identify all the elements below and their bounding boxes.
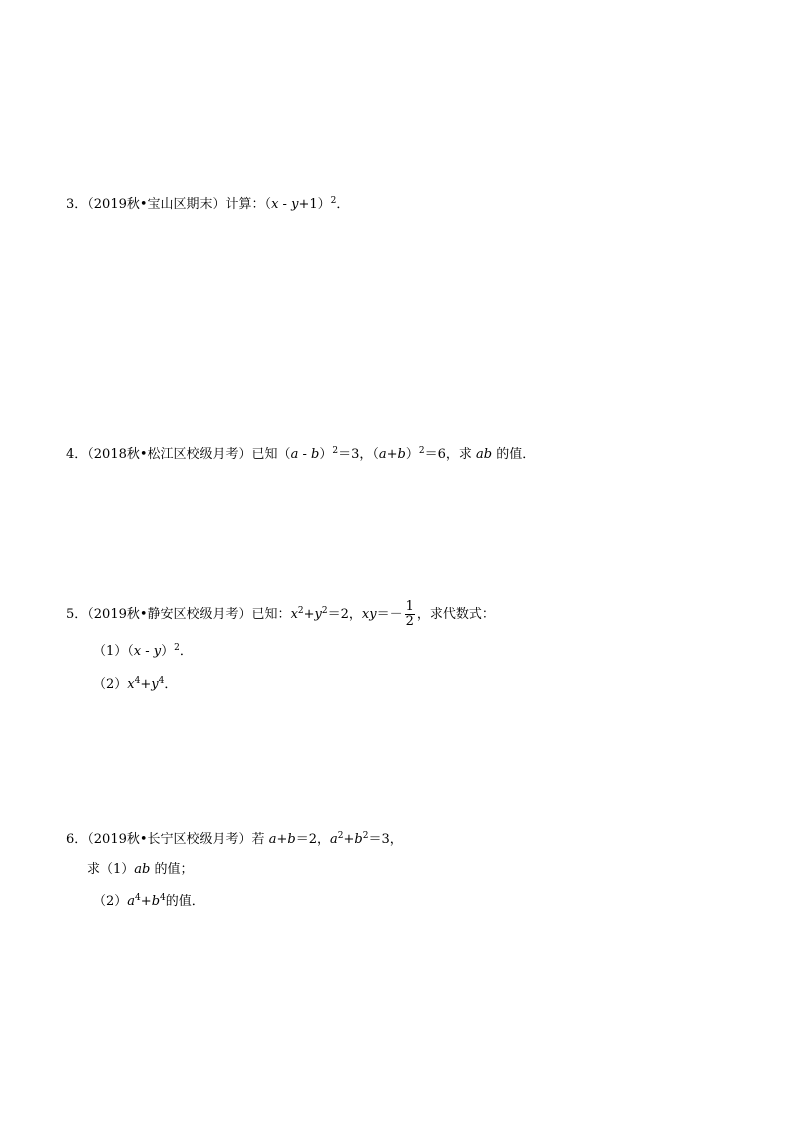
- math-var: x: [127, 677, 135, 692]
- math-text: ＝6，求: [424, 447, 477, 462]
- math-var: y: [153, 644, 162, 659]
- math-var: y: [291, 197, 299, 212]
- math-var: a: [290, 447, 299, 462]
- math-var: b: [311, 447, 320, 462]
- problem-number: 3．: [66, 197, 88, 212]
- problem-text: 已知：: [251, 607, 291, 622]
- math-op: -: [278, 197, 292, 212]
- problem-5: [66, 600, 495, 629]
- problem-source: （2019秋•宝山区期末）: [87, 197, 226, 212]
- problem-6: [66, 831, 403, 849]
- math-op: +: [343, 832, 355, 847]
- exponent: 4: [158, 676, 165, 686]
- math-text: ）: [161, 644, 175, 659]
- problem-source: （2018秋•松江区校级月考）: [87, 447, 252, 462]
- exponent: 2: [332, 446, 339, 456]
- problem-5-part-1: [93, 643, 193, 661]
- math-text: ＝3，: [368, 832, 403, 847]
- math-var: a: [268, 832, 277, 847]
- math-var: xy: [361, 607, 377, 622]
- math-text: +1）: [298, 197, 331, 212]
- sub-end: ．: [179, 644, 193, 659]
- math-var: ab: [476, 447, 493, 462]
- problem-number: 6．: [66, 832, 88, 847]
- fraction-denominator: 2: [405, 614, 414, 629]
- problem-4: [66, 446, 535, 464]
- math-op: +: [303, 607, 315, 622]
- math-var: a: [378, 447, 387, 462]
- exponent: 4: [160, 893, 166, 903]
- sub-end: 的值；: [150, 862, 194, 877]
- math-text: ＝－: [376, 607, 403, 622]
- math-var: a: [127, 894, 136, 909]
- problem-source: （2019秋•长宁区校级月考）: [87, 832, 252, 847]
- exponent: 4: [134, 676, 141, 686]
- problem-end: 的值．: [492, 447, 536, 462]
- exponent: 2: [337, 831, 344, 841]
- math-op: -: [298, 447, 311, 462]
- math-var: b: [354, 832, 363, 847]
- math-op: +: [140, 894, 152, 909]
- exponent: 2: [362, 831, 369, 841]
- problem-6-part-2: [93, 893, 205, 911]
- math-var: b: [287, 832, 296, 847]
- sub-label: （1）（: [93, 644, 134, 659]
- problem-end: ，求代数式：: [416, 607, 495, 622]
- problem-6-part-1: [87, 861, 194, 879]
- exponent: 2: [174, 643, 180, 653]
- problem-source: （2019秋•静安区校级月考）: [87, 607, 252, 622]
- exponent: 2: [418, 446, 425, 456]
- math-text: ）: [319, 447, 333, 462]
- exponent: 2: [321, 606, 328, 616]
- math-text: ＝2，: [327, 607, 362, 622]
- math-var: x: [290, 607, 298, 622]
- problem-end: ．: [336, 197, 350, 212]
- sub-label: 求（1）: [87, 862, 135, 877]
- exponent: 2: [297, 606, 304, 616]
- sub-end: ．: [164, 677, 178, 692]
- exponent: 2: [330, 196, 337, 206]
- math-var: a: [329, 832, 338, 847]
- math-var: y: [314, 607, 322, 622]
- exponent: 4: [135, 893, 141, 903]
- fraction: [405, 600, 415, 629]
- problem-text: 计算：（: [225, 197, 272, 212]
- math-op: +: [276, 832, 288, 847]
- math-op: +: [386, 447, 398, 462]
- math-var: x: [133, 644, 142, 659]
- problem-text: 已知（: [251, 447, 291, 462]
- math-op: +: [140, 677, 152, 692]
- math-var: b: [151, 894, 161, 909]
- math-var: b: [397, 447, 406, 462]
- sub-end: 的值．: [165, 894, 205, 909]
- sub-label: （2）: [93, 677, 128, 692]
- problem-number: 4．: [66, 447, 88, 462]
- problem-text: 若: [251, 832, 269, 847]
- problem-3: [66, 196, 349, 214]
- math-var: y: [151, 677, 159, 692]
- fraction-numerator: 1: [405, 599, 414, 614]
- math-text: ＝3，（: [338, 447, 379, 462]
- sub-label: （2）: [93, 894, 128, 909]
- math-text: ＝2，: [295, 832, 330, 847]
- math-text: ）: [405, 447, 419, 462]
- math-op: -: [141, 644, 154, 659]
- problem-5-part-2: [93, 676, 177, 694]
- math-var: x: [271, 197, 279, 212]
- problem-number: 5．: [66, 607, 88, 622]
- math-var: ab: [134, 862, 151, 877]
